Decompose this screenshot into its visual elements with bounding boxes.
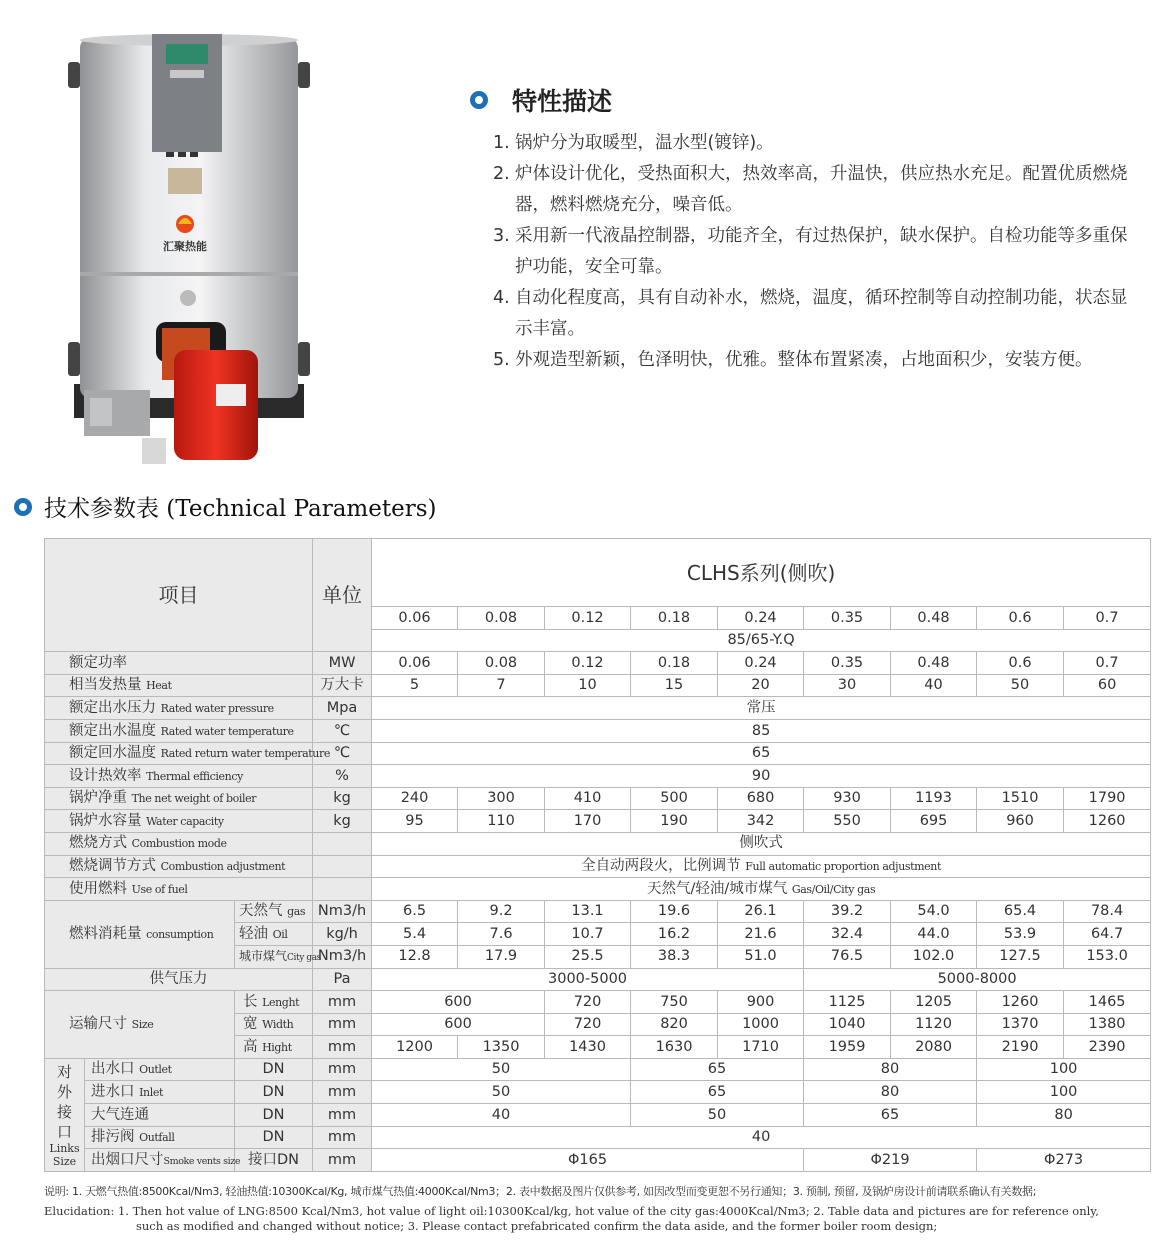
features-list (493, 128, 1143, 376)
temp-cell: 85/65-Y.Q (372, 629, 1151, 652)
row-label: 额定功率 (45, 652, 313, 675)
table-row: 燃烧调节方式 Combustion adjustment 全自动两段火，比例调节 Full automatic proportion adjustment (45, 855, 1151, 878)
row-label: 锅炉净重 The net weight of boiler (45, 787, 313, 810)
row-unit: MW (313, 652, 372, 675)
table-row: 额定出水温度 Rated water temperature ℃ 85 (45, 719, 1151, 742)
table-row: 高 Hight mm 1200 1350 1430 1630 1710 1959 2080 2190 2390 (45, 1036, 1151, 1059)
row-label: 设计热效率 Thermal efficiency (45, 765, 313, 788)
row-unit: % (313, 765, 372, 788)
note-chinese: 说明: 1. 天燃气热值:8500Kcal/Nm3, 轻油热值:10300Kcal/Kg, 城市煤气热值:4000Kcal/Nm3；2. 表中数据及图片仅供参考, 如因改型而变更恕不另行通知；3. 预制, 预留, 及锅炉房设计前请联系确认有关数据; (44, 1185, 1037, 1198)
transport-label: 运输尺寸 Size (45, 991, 235, 1059)
model-cell: 0.08 (458, 607, 545, 630)
tech-params-table (44, 538, 1151, 1172)
model-cell: 0.7 (1064, 607, 1151, 630)
row-unit: Mpa (313, 697, 372, 720)
model-cell: 0.48 (891, 607, 977, 630)
table-row: 相当发热量 Heat 万大卡 5 7 10 15 20 30 40 50 60 (45, 674, 1151, 697)
table-row: 锅炉净重 The net weight of boiler kg 240 300 410 500 680 930 1193 1510 1790 (45, 787, 1151, 810)
table-row: 对 外 接 口 Links Size 出水口 Outlet DN mm 50 65 80 100 (45, 1058, 1151, 1081)
features-title: 特性描述 (512, 87, 613, 116)
table-row: 轻油 Oil kg/h 5.4 7.6 10.7 16.2 21.6 32.4 44.0 53.9 64.7 (45, 923, 1151, 946)
header-unit: 单位 (313, 539, 372, 652)
feature-item: 1. 锅炉分为取暖型，温水型(镀锌)。 (493, 133, 774, 153)
model-cell: 0.18 (631, 607, 718, 630)
table-row: 锅炉水容量 Water capacity kg 95 110 170 190 342 550 695 960 1260 (45, 810, 1151, 833)
note-english-line1: Elucidation: 1. Then hot value of LNG:8500 Kcal/Nm3, hot value of light oil:10300Kcal/kg, hot value of the city gas:4000Kcal/Nm3; 2. Table data and pictures are for reference only, (44, 1204, 1099, 1218)
table-row: 燃烧方式 Combustion mode 侧吹式 (45, 832, 1151, 855)
row-label: 额定出水温度 Rated water temperature (45, 719, 313, 742)
feature-item: 2. 炉体设计优化，受热面积大，热效率高，升温快，供应热水充足。配置优质燃烧器，燃料燃烧充分，噪音低。 (493, 164, 1128, 215)
table-row: 设计热效率 Thermal efficiency % 90 (45, 765, 1151, 788)
table-row: 出烟口尺寸Smoke vents size 接口DN mm Φ165 Φ219 Φ273 (45, 1149, 1151, 1172)
row-label: 锅炉水容量 Water capacity (45, 810, 313, 833)
notes (44, 1183, 1154, 1234)
row-unit (313, 855, 372, 878)
header-item: 项目 (45, 539, 313, 652)
table-row: 额定出水压力 Rated water pressure Mpa 常压 (45, 697, 1151, 720)
row-label: 额定出水压力 Rated water pressure (45, 697, 313, 720)
row-unit (313, 832, 372, 855)
table-row: 使用燃料 Use of fuel 天然气/轻油/城市煤气 Gas/Oil/City gas (45, 878, 1151, 901)
table-row: 宽 Width mm 600 720 820 1000 1040 1120 1370 1380 (45, 1013, 1151, 1036)
model-cell: 0.12 (545, 607, 631, 630)
brand-logo-text: 汇聚热能 (163, 240, 207, 253)
section-bullet-icon (14, 498, 32, 516)
row-unit: ℃ (313, 742, 372, 765)
model-cell: 0.6 (977, 607, 1064, 630)
model-cell: 0.35 (804, 607, 891, 630)
feature-item: 4. 自动化程度高，具有自动补水，燃烧，温度，循环控制等自动控制功能，状态显示丰富。 (493, 288, 1128, 339)
row-unit: kg (313, 810, 372, 833)
note-english-line2: such as modified and changed without notice; 3. Please contact prefabricated confirm the data aside, and the former boiler room design; (136, 1219, 938, 1233)
features-heading (470, 82, 612, 118)
row-label: 燃烧方式 Combustion mode (45, 832, 313, 855)
model-cell: 0.24 (718, 607, 804, 630)
table-row: 燃料消耗量 consumption 天然气 gas Nm3/h 6.5 9.2 13.1 19.6 26.1 39.2 54.0 65.4 78.4 (45, 900, 1151, 923)
table-row: 供气压力 Pa 3000-5000 5000-8000 (45, 968, 1151, 991)
row-label: 供气压力 (45, 968, 313, 991)
section-bullet-icon (470, 91, 488, 109)
boiler-product-image (66, 28, 328, 468)
feature-item: 3. 采用新一代液晶控制器，功能齐全，有过热保护，缺水保护。自检功能等多重保护功能，安全可靠。 (493, 226, 1128, 277)
table-row: 排污阀 Outfall DN mm 40 (45, 1126, 1151, 1149)
row-unit (313, 878, 372, 901)
row-label: 额定回水温度 Rated return water temperature (45, 742, 313, 765)
header-series: CLHS系列(侧吹) (372, 539, 1151, 607)
table-row: 运输尺寸 Size 长 Lenght mm 600 720 750 900 1125 1205 1260 1465 (45, 991, 1151, 1014)
row-unit: kg (313, 787, 372, 810)
consumption-label: 燃料消耗量 consumption (45, 900, 235, 968)
links-label: 对 外 接 口 Links Size (45, 1058, 85, 1171)
row-label: 相当发热量 Heat (45, 674, 313, 697)
row-label: 使用燃料 Use of fuel (45, 878, 313, 901)
table-header-row (45, 539, 1151, 607)
tech-params-heading (14, 490, 436, 523)
row-label: 燃烧调节方式 Combustion adjustment (45, 855, 313, 878)
row-unit: ℃ (313, 719, 372, 742)
table-row: 大气连通 DN mm 40 50 65 80 (45, 1104, 1151, 1127)
tech-params-title: 技术参数表 (Technical Parameters) (44, 496, 437, 522)
table-row: 额定回水温度 Rated return water temperature ℃ 65 (45, 742, 1151, 765)
row-unit: 万大卡 (313, 674, 372, 697)
model-cell: 0.06 (372, 607, 458, 630)
table-row: 额定功率 MW 0.06 0.08 0.12 0.18 0.24 0.35 0.48 0.6 0.7 (45, 652, 1151, 675)
table-row: 进水口 Inlet DN mm 50 65 80 100 (45, 1081, 1151, 1104)
feature-item: 5. 外观造型新颖，色泽明快，优雅。整体布置紧凑，占地面积少，安装方便。 (493, 350, 1093, 370)
table-row: 城市煤气City gas Nm3/h 12.8 17.9 25.5 38.3 51.0 76.5 102.0 127.5 153.0 (45, 945, 1151, 968)
